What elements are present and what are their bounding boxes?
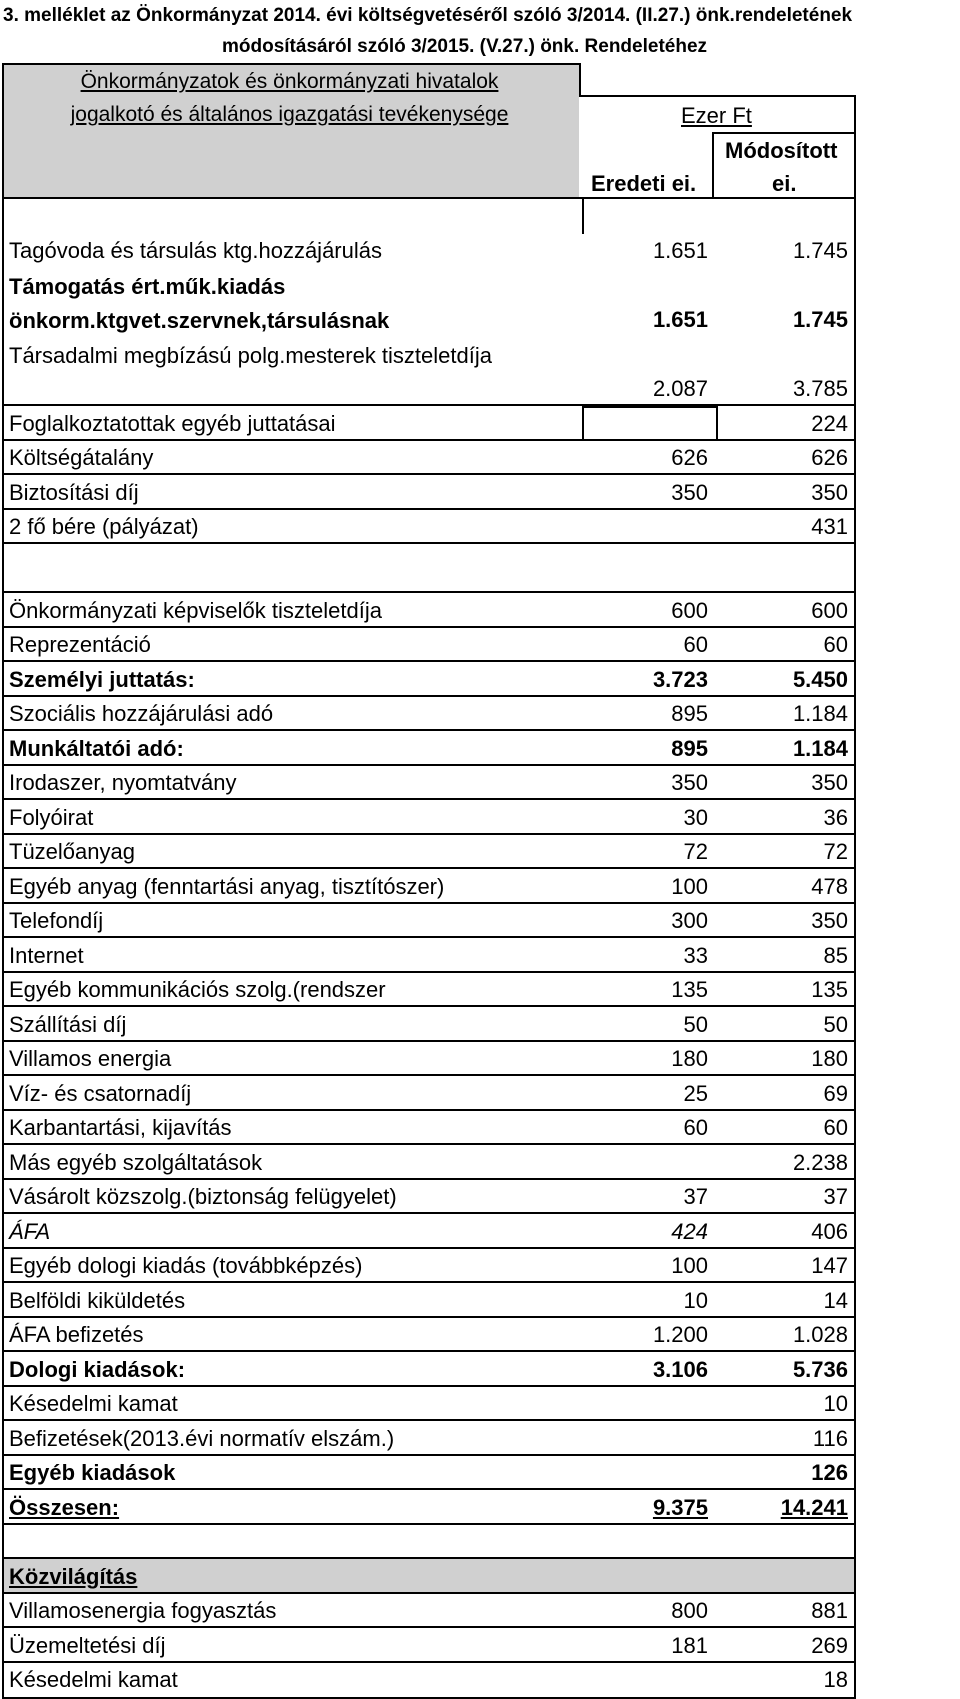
row-label: Villamos energia bbox=[9, 1046, 172, 1071]
row-label: Biztosítási díj bbox=[9, 479, 139, 505]
row-label: Befizetések(2013.évi normatív elszám.) bbox=[9, 1425, 395, 1451]
original-value: 37 bbox=[683, 1184, 708, 1209]
original-value: 300 bbox=[671, 908, 708, 933]
modified-value: 350 bbox=[811, 479, 848, 505]
column-header-modified-suffix: ei. bbox=[772, 171, 797, 196]
row-label: Villamosenergia fogyasztás bbox=[9, 1598, 277, 1623]
row-label: Dologi kiadások: bbox=[9, 1356, 186, 1382]
unit-label: Ezer Ft bbox=[681, 103, 752, 128]
modified-value: 85 bbox=[823, 942, 848, 968]
modified-value: 60 bbox=[823, 1115, 848, 1140]
original-value: 60 bbox=[683, 1115, 708, 1140]
table-row bbox=[4, 697, 854, 732]
table-row bbox=[4, 234, 854, 269]
row-label: Foglalkoztatottak egyéb juttatásai bbox=[9, 410, 336, 436]
original-value: 1.651 bbox=[652, 238, 708, 263]
modified-value: 116 bbox=[812, 1425, 848, 1451]
modified-value: 478 bbox=[811, 873, 848, 899]
original-value: 60 bbox=[683, 632, 708, 657]
modified-value: 2.238 bbox=[792, 1149, 848, 1175]
original-value: 600 bbox=[671, 597, 708, 623]
header-divider bbox=[712, 132, 856, 134]
column-header-modified: Módosított bbox=[725, 138, 838, 163]
row-label: Egyéb anyag (fenntartási anyag, tisztítószer) bbox=[9, 873, 445, 899]
modified-value: 72 bbox=[823, 839, 848, 864]
original-value: 3.723 bbox=[652, 666, 708, 692]
original-value: 350 bbox=[671, 770, 708, 795]
modified-value: 147 bbox=[811, 1253, 848, 1278]
modified-value: 350 bbox=[811, 770, 848, 795]
table-row bbox=[4, 1076, 854, 1111]
original-value: 1.200 bbox=[652, 1322, 708, 1347]
row-label: Más egyéb szolgáltatások bbox=[9, 1149, 263, 1175]
section-header-row bbox=[4, 1559, 854, 1594]
table-row bbox=[4, 1283, 854, 1318]
row-label: Telefondíj bbox=[9, 908, 104, 933]
table-row bbox=[4, 1145, 854, 1180]
modified-value: 406 bbox=[811, 1218, 848, 1244]
row-label: Egyéb dologi kiadás (továbbképzés) bbox=[9, 1253, 363, 1278]
modified-value: 1.745 bbox=[792, 238, 848, 263]
original-value: 626 bbox=[671, 445, 708, 470]
table-row bbox=[4, 1042, 854, 1077]
original-value: 100 bbox=[671, 1253, 708, 1278]
original-value: 2.087 bbox=[652, 376, 708, 401]
modified-value: 1.028 bbox=[792, 1322, 848, 1347]
table-row-total bbox=[4, 1490, 854, 1525]
original-value: 895 bbox=[671, 735, 708, 761]
modified-value: 126 bbox=[811, 1460, 848, 1485]
row-label: Reprezentáció bbox=[9, 632, 151, 657]
table-row bbox=[4, 441, 854, 476]
row-label: Egyéb kommunikációs szolg.(rendszer bbox=[9, 977, 386, 1002]
table-row bbox=[4, 510, 854, 545]
row-label: Tagóvoda és társulás ktg.hozzájárulás bbox=[9, 238, 382, 263]
modified-value: 1.745 bbox=[792, 307, 848, 332]
row-label: Tüzelőanyag bbox=[9, 839, 135, 864]
modified-value: 269 bbox=[811, 1632, 848, 1658]
table-row bbox=[4, 475, 854, 510]
table-row bbox=[4, 869, 854, 904]
original-value: 800 bbox=[671, 1598, 708, 1623]
modified-value: 600 bbox=[811, 597, 848, 623]
table-row bbox=[4, 1387, 854, 1422]
table-row bbox=[4, 593, 854, 628]
table-row bbox=[4, 268, 854, 337]
table-row bbox=[4, 1663, 854, 1698]
budget-table bbox=[2, 199, 856, 1699]
table-row bbox=[4, 835, 854, 870]
row-label: Társadalmi megbízású polg.mesterek tiszteletdíja bbox=[9, 343, 492, 368]
original-value: 50 bbox=[683, 1011, 708, 1037]
row-label: Irodaszer, nyomtatvány bbox=[9, 770, 237, 795]
row-label: Költségátalány bbox=[9, 445, 154, 470]
original-value: 72 bbox=[683, 839, 708, 864]
original-value: 350 bbox=[671, 479, 708, 505]
row-label: Üzemeltetési díj bbox=[9, 1632, 166, 1658]
row-label: Belföldi kiküldetés bbox=[9, 1287, 186, 1313]
row-label: Önkormányzati képviselők tiszteletdíja bbox=[9, 597, 382, 623]
original-value: 424 bbox=[671, 1218, 708, 1244]
row-label: Víz- és csatornadíj bbox=[9, 1080, 192, 1106]
modified-value: 881 bbox=[811, 1598, 848, 1623]
table-spacer-row bbox=[4, 199, 854, 234]
modified-value: 1.184 bbox=[792, 735, 848, 761]
table-row bbox=[4, 1111, 854, 1146]
table-row bbox=[4, 1249, 854, 1284]
modified-value: 626 bbox=[811, 445, 848, 470]
original-value: 1.651 bbox=[652, 307, 708, 332]
table-row bbox=[4, 973, 854, 1008]
modified-value: 60 bbox=[823, 632, 848, 657]
table-row bbox=[4, 800, 854, 835]
modified-value: 36 bbox=[823, 804, 848, 830]
original-value: 100 bbox=[671, 873, 708, 899]
original-value: 895 bbox=[671, 701, 708, 726]
row-label: Támogatás ért.műk.kiadás önkorm.ktgvet.szervnek,társulásnak bbox=[9, 274, 390, 333]
table-row-subtotal bbox=[4, 731, 854, 766]
modified-value: 10 bbox=[823, 1391, 848, 1416]
document-heading-line-2: módosításáról szóló 3/2015. (V.27.) önk. Rendeletéhez bbox=[222, 36, 708, 57]
table-row bbox=[4, 1214, 854, 1249]
document-heading-line-1: 3. melléklet az Önkormányzat 2014. évi költségvetéséről szóló 3/2014. (II.27.) önk.rendeletének bbox=[3, 5, 853, 26]
section-title: Közvilágítás bbox=[9, 1563, 138, 1589]
table-row bbox=[4, 337, 854, 406]
row-label: Vásárolt közszolg.(biztonság felügyelet) bbox=[9, 1184, 397, 1209]
row-label: Munkáltatói adó: bbox=[9, 735, 184, 761]
table-row-subtotal bbox=[4, 1352, 854, 1387]
modified-value: 14.241 bbox=[780, 1494, 848, 1520]
row-label: Folyóirat bbox=[9, 804, 94, 830]
modified-value: 50 bbox=[823, 1011, 848, 1037]
modified-value: 69 bbox=[823, 1080, 848, 1106]
section-title-line-1: Önkormányzatok és önkormányzati hivatalok bbox=[80, 70, 499, 93]
modified-value: 18 bbox=[823, 1667, 848, 1692]
table-row bbox=[4, 938, 854, 973]
modified-value: 135 bbox=[811, 977, 848, 1002]
table-row bbox=[4, 406, 854, 441]
modified-value: 224 bbox=[811, 410, 848, 436]
modified-value: 37 bbox=[823, 1184, 848, 1209]
row-label: Késedelmi kamat bbox=[9, 1667, 178, 1692]
original-value: 9.375 bbox=[652, 1494, 708, 1520]
table-spacer-row bbox=[4, 544, 854, 593]
table-row bbox=[4, 1421, 854, 1456]
original-value: 181 bbox=[671, 1632, 708, 1658]
row-label: Internet bbox=[9, 942, 84, 968]
original-value: 30 bbox=[683, 804, 708, 830]
modified-value: 5.450 bbox=[792, 666, 848, 692]
original-value: 3.106 bbox=[652, 1356, 708, 1382]
row-label: ÁFA befizetés bbox=[9, 1322, 144, 1347]
row-label: Szociális hozzájárulási adó bbox=[9, 701, 274, 726]
original-value: 135 bbox=[671, 977, 708, 1002]
column-header-original: Eredeti ei. bbox=[591, 171, 697, 196]
table-row bbox=[4, 904, 854, 939]
modified-value: 350 bbox=[811, 908, 848, 933]
row-label: Egyéb kiadások bbox=[9, 1460, 176, 1485]
row-label: 2 fő bére (pályázat) bbox=[9, 514, 199, 539]
table-row bbox=[4, 628, 854, 663]
empty-cell-box bbox=[582, 406, 718, 441]
section-title-line-2: jogalkotó és általános igazgatási tevékenysége bbox=[70, 103, 509, 126]
table-spacer-row bbox=[4, 1525, 854, 1560]
row-label: Szállítási díj bbox=[9, 1011, 127, 1037]
row-label: Karbantartási, kijavítás bbox=[9, 1115, 232, 1140]
table-row bbox=[4, 1318, 854, 1353]
table-row-subtotal bbox=[4, 662, 854, 697]
row-label: Személyi juttatás: bbox=[9, 666, 195, 692]
modified-value: 431 bbox=[811, 514, 848, 539]
original-value: 25 bbox=[683, 1080, 708, 1106]
original-value: 33 bbox=[683, 942, 708, 968]
header-column-divider bbox=[712, 132, 714, 199]
modified-value: 1.184 bbox=[792, 701, 848, 726]
original-value: 180 bbox=[671, 1046, 708, 1071]
modified-value: 5.736 bbox=[792, 1356, 848, 1382]
row-label: Összesen: bbox=[9, 1494, 120, 1520]
table-row bbox=[4, 1628, 854, 1663]
modified-value: 14 bbox=[823, 1287, 848, 1313]
row-label: ÁFA bbox=[9, 1218, 51, 1244]
table-row bbox=[4, 1180, 854, 1215]
table-row bbox=[4, 1594, 854, 1629]
modified-value: 3.785 bbox=[792, 376, 848, 401]
table-row bbox=[4, 1007, 854, 1042]
modified-value: 180 bbox=[811, 1046, 848, 1071]
table-row bbox=[4, 766, 854, 801]
row-label: Késedelmi kamat bbox=[9, 1391, 178, 1416]
original-value: 10 bbox=[683, 1287, 708, 1313]
table-row-subtotal bbox=[4, 1456, 854, 1491]
